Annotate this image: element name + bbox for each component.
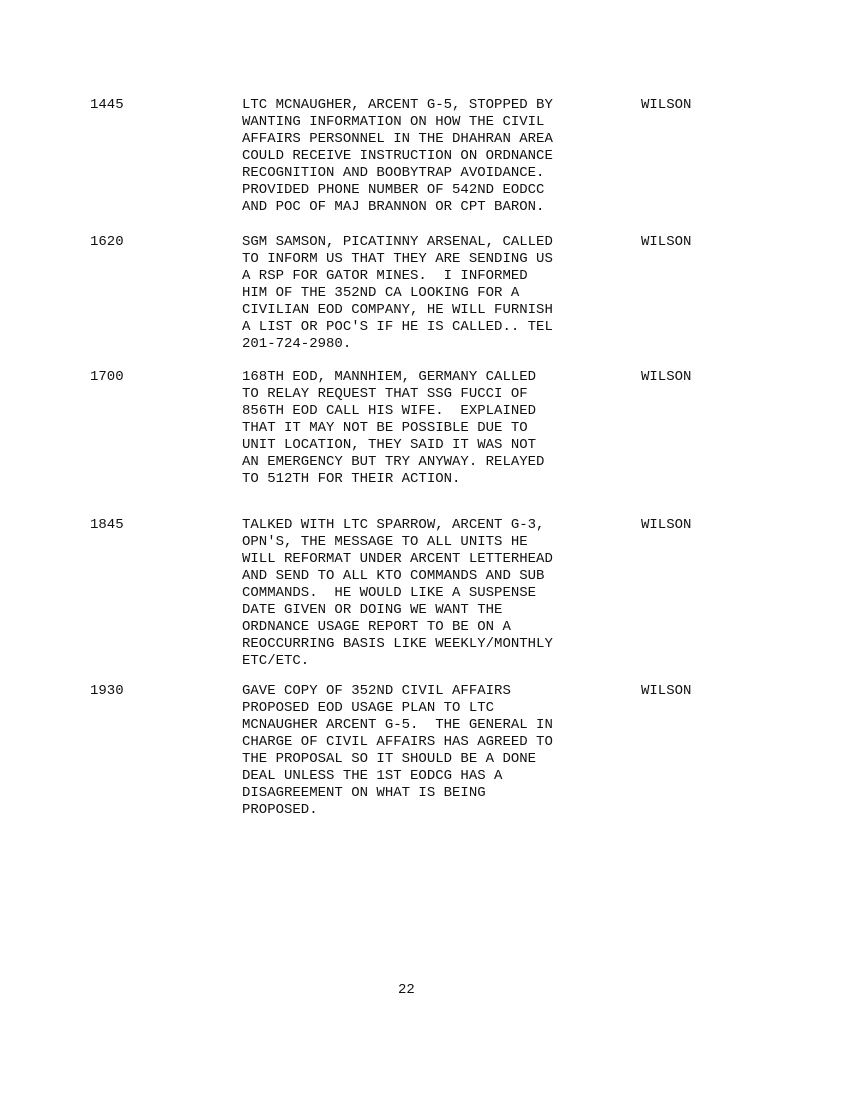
entry-name: WILSON [641, 369, 692, 385]
entry-time: 1700 [90, 369, 124, 385]
entry-name: WILSON [641, 517, 692, 533]
entry-text: 168TH EOD, MANNHIEM, GERMANY CALLED TO RELAY REQUEST THAT SSG FUCCI OF 856TH EOD CALL HIS WIFE. EXPLAINED THAT IT MAY NOT BE POSSIBLE DUE TO UNIT LOCATION, THEY SAID IT WAS NOT AN EMERGENCY BUT TRY ANYWAY. RELAYED TO 512TH FOR THEIR ACTION. [242, 369, 545, 487]
entry-text: GAVE COPY OF 352ND CIVIL AFFAIRS PROPOSED EOD USAGE PLAN TO LTC MCNAUGHER ARCENT G-5. THE GENERAL IN CHARGE OF CIVIL AFFAIRS HAS AGREED TO THE PROPOSAL SO IT SHOULD BE A DONE DEAL UNLESS THE 1ST EODCG HAS A DISAGREEMENT ON WHAT IS BEING PROPOSED. [242, 683, 553, 818]
page-number: 22 [398, 982, 415, 998]
entry-name: WILSON [641, 234, 692, 250]
entry-text: TALKED WITH LTC SPARROW, ARCENT G-3, OPN'S, THE MESSAGE TO ALL UNITS HE WILL REFORMAT UNDER ARCENT LETTERHEAD AND SEND TO ALL KTO COMMANDS AND SUB COMMANDS. HE WOULD LIKE A SUSPENSE DATE GIVEN OR DOING WE WANT THE ORDNANCE USAGE REPORT TO BE ON A REOCCURRING BASIS LIKE WEEKLY/MONTHLY ETC/ETC. [242, 517, 553, 669]
entry-text: LTC MCNAUGHER, ARCENT G-5, STOPPED BY WANTING INFORMATION ON HOW THE CIVIL AFFAIRS PERSONNEL IN THE DHAHRAN AREA COULD RECEIVE INSTRUCTION ON ORDNANCE RECOGNITION AND BOOBYTRAP AVOIDANCE. PROVIDED PHONE NUMBER OF 542ND EODCC AND POC OF MAJ BRANNON OR CPT BARON. [242, 97, 553, 215]
entry-name: WILSON [641, 683, 692, 699]
entry-time: 1445 [90, 97, 124, 113]
entry-text: SGM SAMSON, PICATINNY ARSENAL, CALLED TO INFORM US THAT THEY ARE SENDING US A RSP FOR GATOR MINES. I INFORMED HIM OF THE 352ND CA LOOKING FOR A CIVILIAN EOD COMPANY, HE WILL FURNISH A LIST OR POC'S IF HE IS CALLED.. TEL 201-724-2980. [242, 234, 553, 352]
entry-time: 1845 [90, 517, 124, 533]
entry-time: 1620 [90, 234, 124, 250]
entry-time: 1930 [90, 683, 124, 699]
entry-name: WILSON [641, 97, 692, 113]
